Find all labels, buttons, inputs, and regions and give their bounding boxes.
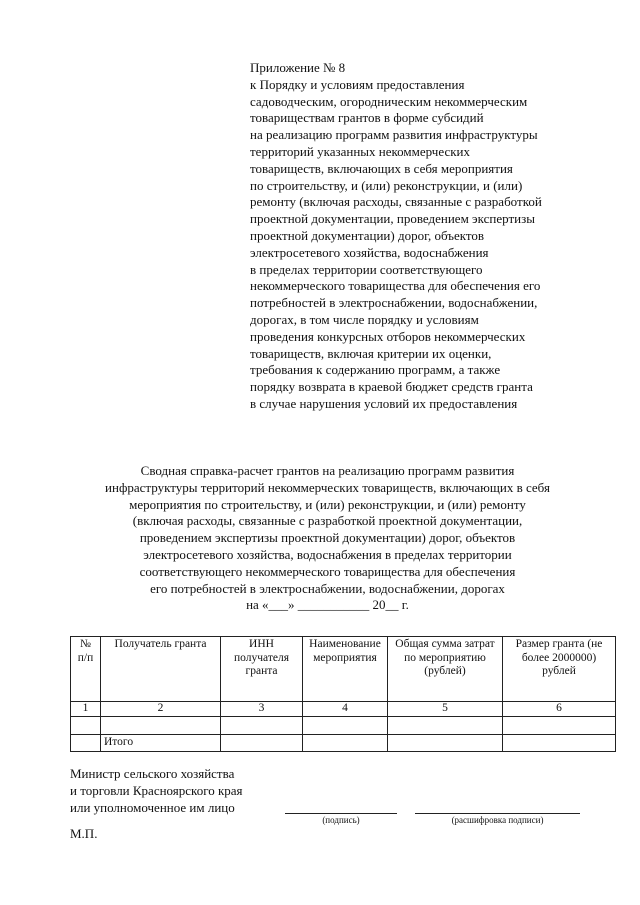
appendix-line: ремонту (включая расходы, связанные с разработкой [250,194,542,210]
column-number: 6 [503,702,616,717]
appendix-line: Приложение № 8 [250,60,346,75]
title-line: инфраструктуры территорий некоммерческих товариществ, включающих в себя [105,479,550,495]
appendix-line: электросетевого хозяйства, водоснабжения [250,244,489,260]
signature-decode-label: (расшифровка подписи) [451,815,544,825]
header-cell-recipient: Получатель гранта [101,637,221,702]
stamp-placeholder: М.П. [70,826,98,841]
appendix-line: территорий указанных некоммерческих [250,143,470,159]
table-cell [388,716,503,734]
signer-line: и торговли Красноярского края [70,783,243,798]
title-line: Сводная справка-расчет грантов на реализацию программ развития [140,463,515,478]
header-cell-grant-size: Размер гранта (не более 2000000) рублей [503,637,616,702]
title-line: проведением экспертизы проектной документации) дорог, объектов [139,530,516,546]
signature-decode-line [415,813,580,814]
document-title [40,463,615,614]
total-label: Итого [101,734,221,751]
signer-line: Министр сельского хозяйства [70,766,235,781]
title-line: мероприятия по строительству, и (или) реконструкции, и (или) ремонту [129,496,526,512]
table-cell [101,716,221,734]
table-cell [303,716,388,734]
table-cell [71,716,101,734]
table-cell [221,716,303,734]
table-cell [503,734,616,751]
table-cell [388,734,503,751]
title-line: его потребностей в электроснабжении, водоснабжении, дорогах [150,580,505,596]
column-number: 3 [221,702,303,717]
table-cell [503,716,616,734]
appendix-line: товариществ, включающих в себя мероприятия [250,160,513,176]
appendix-line: товариществ, включая критерии их оценки, [250,345,492,361]
header-cell-inn: ИНН получателя гранта [221,637,303,702]
appendix-line: потребностей в электроснабжении, водоснабжении, [250,295,538,311]
appendix-line: проектной документации) дорог, объектов [250,227,485,243]
header-cell-total-cost: Общая сумма затрат по мероприятию (рублей) [388,637,503,702]
appendix-line: товариществам грантов в форме субсидий [250,110,484,126]
appendix-line: садоводческим, огородническим некоммерческим [250,93,528,109]
signature-label: (подпись) [322,815,360,825]
header-cell-number: № п/п [71,637,101,702]
appendix-line: проведения конкурсных отборов некоммерческих [250,328,526,344]
title-line: электросетевого хозяйства, водоснабжения в пределах территории [143,546,512,562]
table-cell [71,734,101,751]
appendix-line: проектной документации, проведением экспертизы [250,211,535,227]
appendix-header [250,60,620,413]
appendix-line: дорогах, в том числе порядку и условиям [250,311,479,327]
signer-line: или уполномоченное им лицо [70,800,235,815]
appendix-line: по строительству, и (или) реконструкции, и (или) [250,177,523,193]
column-number: 2 [101,702,221,717]
appendix-line: в пределах территории соответствующего [250,261,483,277]
appendix-line: на реализацию программ развития инфраструктуры [250,127,538,143]
table-cell [221,734,303,751]
column-number: 4 [303,702,388,717]
table-number-row [71,702,616,717]
header-cell-activity: Наименование мероприятия [303,637,388,702]
column-number: 1 [71,702,101,717]
appendix-line: некоммерческого товарищества для обеспечения его [250,278,541,294]
table-row [71,716,616,734]
column-number: 5 [388,702,503,717]
appendix-line: в случае нарушения условий их предоставления [250,395,518,411]
title-line: соответствующего некоммерческого товарищества для обеспечения [139,563,516,579]
signer-block [70,765,243,816]
date-line: на «___» ___________ 20__ г. [246,597,409,613]
grant-table [70,636,616,752]
appendix-line: требования к содержанию программ, а также [250,362,501,378]
signature-line [285,813,397,814]
appendix-line: к Порядку и условиям предоставления [250,76,465,92]
table-total-row [71,734,616,751]
table-header-row [71,637,616,702]
title-line: (включая расходы, связанные с разработкой проектной документации, [132,513,523,529]
appendix-line: порядку возврата в краевой бюджет средств гранта [250,379,533,395]
table-cell [303,734,388,751]
